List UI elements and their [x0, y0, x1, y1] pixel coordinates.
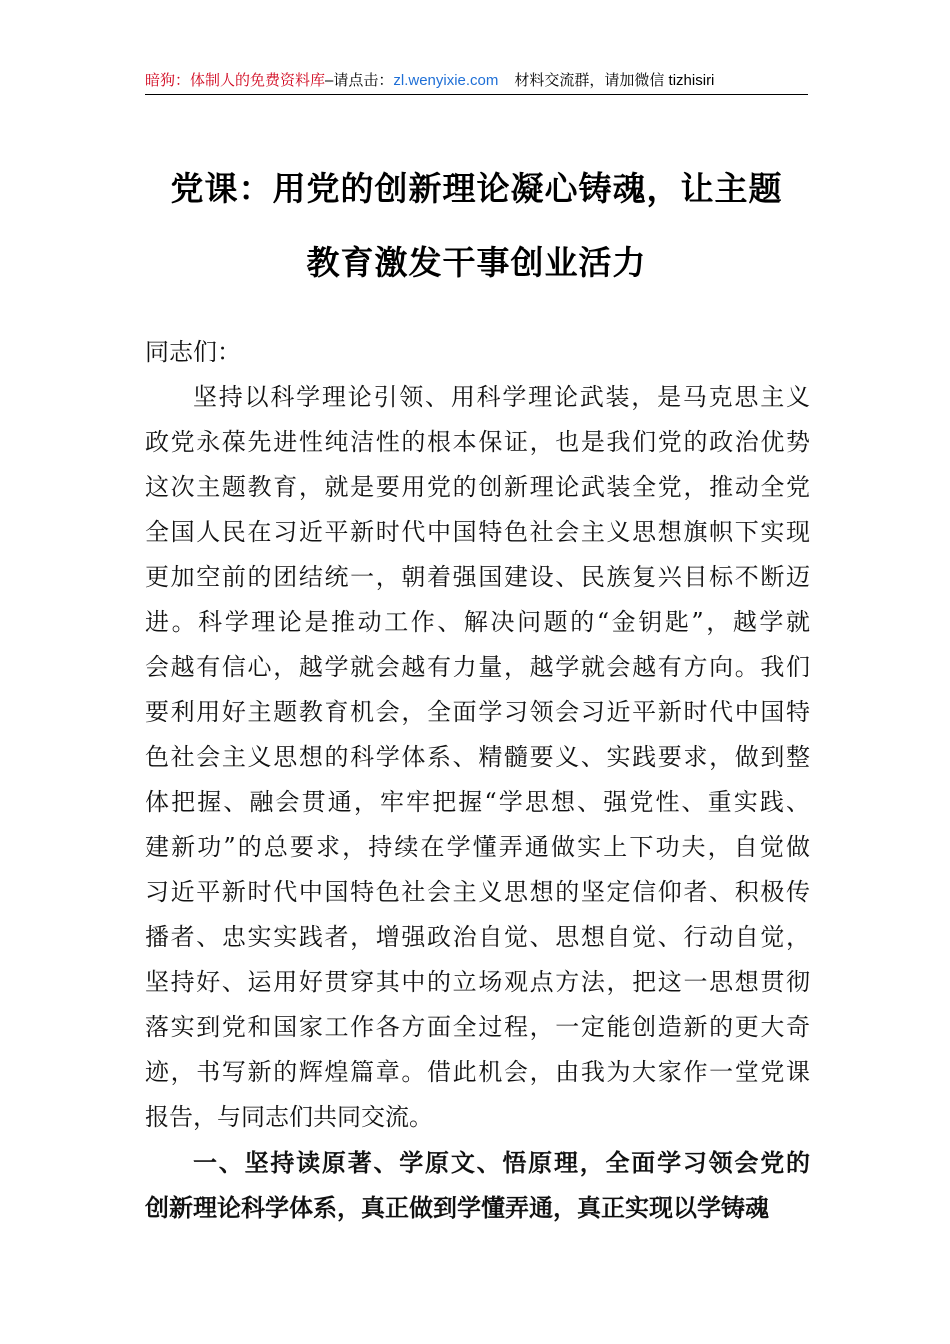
- click-prompt: –请点击：: [325, 72, 394, 89]
- title-line-1: 党课：用党的创新理论凝心铸魂，让主题: [170, 169, 783, 208]
- section-heading-line: 创新理论科学体系，真正做到学懂弄通，真正实现以学铸魂: [145, 1193, 769, 1222]
- paragraph-line: 更加空前的团结统一，朝着强国建设、民族复兴目标不断迈: [145, 563, 810, 591]
- paragraph-line: 落实到党和国家工作各方面全过程，一定能创造新的更大奇: [145, 1013, 810, 1041]
- contact-info: 材料交流群，请加微信 tizhisiri: [514, 72, 715, 89]
- paragraph-line: 坚持以科学理论引领、用科学理论武装，是马克思主义: [193, 383, 810, 411]
- page-header: [145, 70, 808, 95]
- paragraph-line: 政党永葆先进性纯洁性的根本保证，也是我们党的政治优势: [145, 428, 810, 456]
- paragraph-line: 播者、忠实实践者，增强政治自觉、思想自觉、行动自觉，: [145, 923, 810, 951]
- paragraph-line: 坚持好、运用好贯穿其中的立场观点方法，把这一思想贯彻: [145, 968, 810, 996]
- site-url-link[interactable]: zl.wenyixie.com: [393, 72, 499, 89]
- paragraph-line: 进。科学理论是推动工作、解决问题的“金钥匙”，越学就: [145, 608, 810, 636]
- document-body: [145, 330, 810, 1230]
- paragraph-line: 建新功”的总要求，持续在学懂弄通做实上下功夫，自觉做: [145, 833, 810, 861]
- paragraph-line: 报告，与同志们共同交流。: [145, 1103, 433, 1131]
- paragraph-line: 全国人民在习近平新时代中国特色社会主义思想旗帜下实现: [145, 518, 810, 546]
- salutation: 同志们：: [145, 338, 241, 366]
- title-line-2: 教育激发干事创业活力: [306, 243, 647, 282]
- paragraph-line: 这次主题教育，就是要用党的创新理论武装全党，推动全党: [145, 473, 810, 501]
- document-title: [145, 152, 808, 300]
- paragraph-line: 习近平新时代中国特色社会主义思想的坚定信仰者、积极传: [145, 878, 810, 906]
- section-heading-line: 一、坚持读原著、学原文、悟原理，全面学习领会党的: [193, 1148, 810, 1177]
- paragraph-line: 迹，书写新的辉煌篇章。借此机会，由我为大家作一堂党课: [145, 1058, 810, 1086]
- paragraph-line: 体把握、融会贯通，牢牢把握“学思想、强党性、重实践、: [145, 788, 810, 816]
- site-name: 暗狗：体制人的免费资料库: [145, 72, 326, 89]
- paragraph-line: 色社会主义思想的科学体系、精髓要义、实践要求，做到整: [145, 743, 810, 771]
- paragraph-line: 要利用好主题教育机会，全面学习领会习近平新时代中国特: [145, 698, 810, 726]
- paragraph-line: 会越有信心，越学就会越有力量，越学就会越有方向。我们: [145, 653, 810, 681]
